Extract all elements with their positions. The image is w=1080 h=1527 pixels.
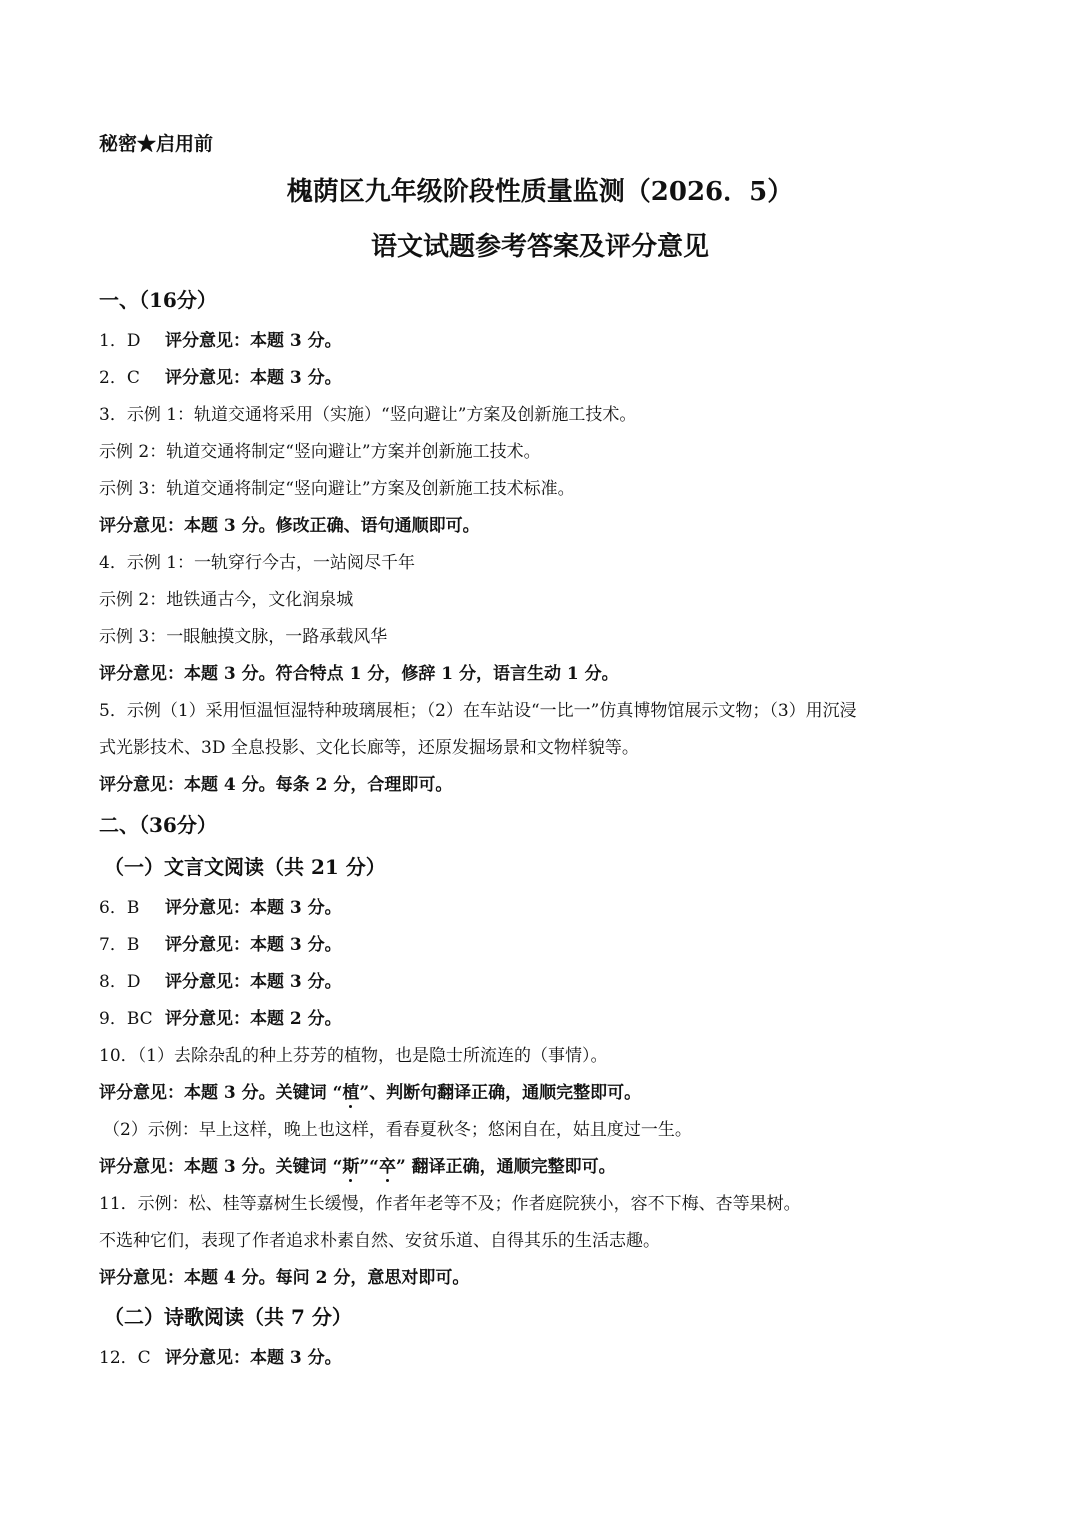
q11-note: 评分意见：本题 4 分。每问 2 分，意思对即可。 (99, 1268, 470, 1288)
confidential-mark: 秘密★启用前 (99, 133, 214, 155)
q12-row (99, 1346, 342, 1370)
q8-row (99, 970, 342, 994)
q11-line-2: 不选种它们，表现了作者追求朴素自然、安贫乐道、自得其乐的生活志趣。 (99, 1231, 660, 1251)
q3-example-2: 示例 2：轨道交通将制定“竖向避让”方案并创新施工技术。 (99, 442, 541, 462)
q4-note: 评分意见：本题 3 分。符合特点 1 分，修辞 1 分，语言生动 1 分。 (99, 664, 619, 684)
q7-row (99, 933, 342, 957)
q8-note: 评分意见：本题 3 分。 (165, 972, 342, 992)
q1-answer: 1．D (99, 331, 141, 351)
q10-answer-1: 10．（1）去除杂乱的种上芬芳的植物，也是隐士所流连的（事情）。 (99, 1046, 608, 1066)
q10-answer-2: （2）示例：早上这样，晚上也这样，看春夏秋冬；悠闲自在，姑且度过一生。 (103, 1120, 692, 1140)
q6-answer: 6．B (99, 898, 140, 918)
q3-example-3: 示例 3：轨道交通将制定“竖向避让”方案及创新施工技术标准。 (99, 479, 575, 499)
q5-line-2: 式光影技术、3D 全息投影、文化长廊等，还原发掘场景和文物样貌等。 (99, 738, 639, 758)
q10-note-2-mid: ”“ (359, 1157, 379, 1177)
q2-note: 评分意见：本题 3 分。 (165, 368, 342, 388)
q1-row (99, 329, 342, 353)
q5-line-1: 5．示例（1）采用恒温恒湿特种玻璃展柜；（2）在车站设“一比一”仿真博物馆展示文物；（3）用沉浸 (99, 701, 857, 721)
q10-note-1-post: ”、判断句翻译正确，通顺完整即可。 (359, 1083, 642, 1103)
q4-example-2: 示例 2：地铁通古今，文化润泉城 (99, 590, 354, 610)
q7-answer: 7．B (99, 935, 140, 955)
q10-note-2-post: ” 翻译正确，通顺完整即可。 (395, 1157, 616, 1177)
q7-note: 评分意见：本题 3 分。 (165, 935, 342, 955)
q8-answer: 8．D (99, 972, 141, 992)
q6-note: 评分意见：本题 3 分。 (165, 898, 342, 918)
page-title: 槐荫区九年级阶段性质量监测（2026．5） (286, 177, 794, 207)
section-2-heading: 二、（36分） (99, 813, 217, 837)
q11-line-1: 11．示例：松、桂等嘉树生长缓慢，作者年老等不及；作者庭院狭小，容不下梅、杏等果树。 (99, 1194, 801, 1214)
q2-row (99, 366, 342, 390)
subsection-classical-heading: （一）文言文阅读（共 21 分） (104, 855, 386, 879)
q10-note-2-pre: 评分意见：本题 3 分。关键词 “ (99, 1157, 343, 1177)
section-1-heading: 一、（16分） (99, 288, 217, 312)
q12-answer: 12．C (99, 1348, 151, 1368)
q10-note-1 (99, 1081, 641, 1105)
q10-note-1-pre: 评分意见：本题 3 分。关键词 “ (99, 1083, 343, 1103)
q9-row (99, 1007, 342, 1031)
q10-keyword-zhi: 植 (342, 1083, 360, 1103)
q10-keyword-zu: 卒 (378, 1157, 396, 1177)
page-subtitle: 语文试题参考答案及评分意见 (370, 232, 709, 262)
q9-answer: 9．BC (99, 1009, 153, 1029)
q9-note: 评分意见：本题 2 分。 (165, 1009, 342, 1029)
q1-note: 评分意见：本题 3 分。 (165, 331, 342, 351)
q3-example-1: 3．示例 1：轨道交通将采用（实施）“竖向避让”方案及创新施工技术。 (99, 405, 637, 425)
q10-note-2 (99, 1155, 616, 1179)
q4-example-1: 4．示例 1：一轨穿行今古，一站阅尽千年 (99, 553, 416, 573)
q5-note: 评分意见：本题 4 分。每条 2 分，合理即可。 (99, 775, 453, 795)
q10-keyword-si: 斯 (342, 1157, 360, 1177)
q4-example-3: 示例 3：一眼触摸文脉，一路承载风华 (99, 627, 388, 647)
q6-row (99, 896, 342, 920)
q12-note: 评分意见：本题 3 分。 (165, 1348, 342, 1368)
subsection-poetry-heading: （二）诗歌阅读（共 7 分） (104, 1305, 352, 1329)
q3-note: 评分意见：本题 3 分。修改正确、语句通顺即可。 (99, 516, 480, 536)
q2-answer: 2．C (99, 368, 140, 388)
